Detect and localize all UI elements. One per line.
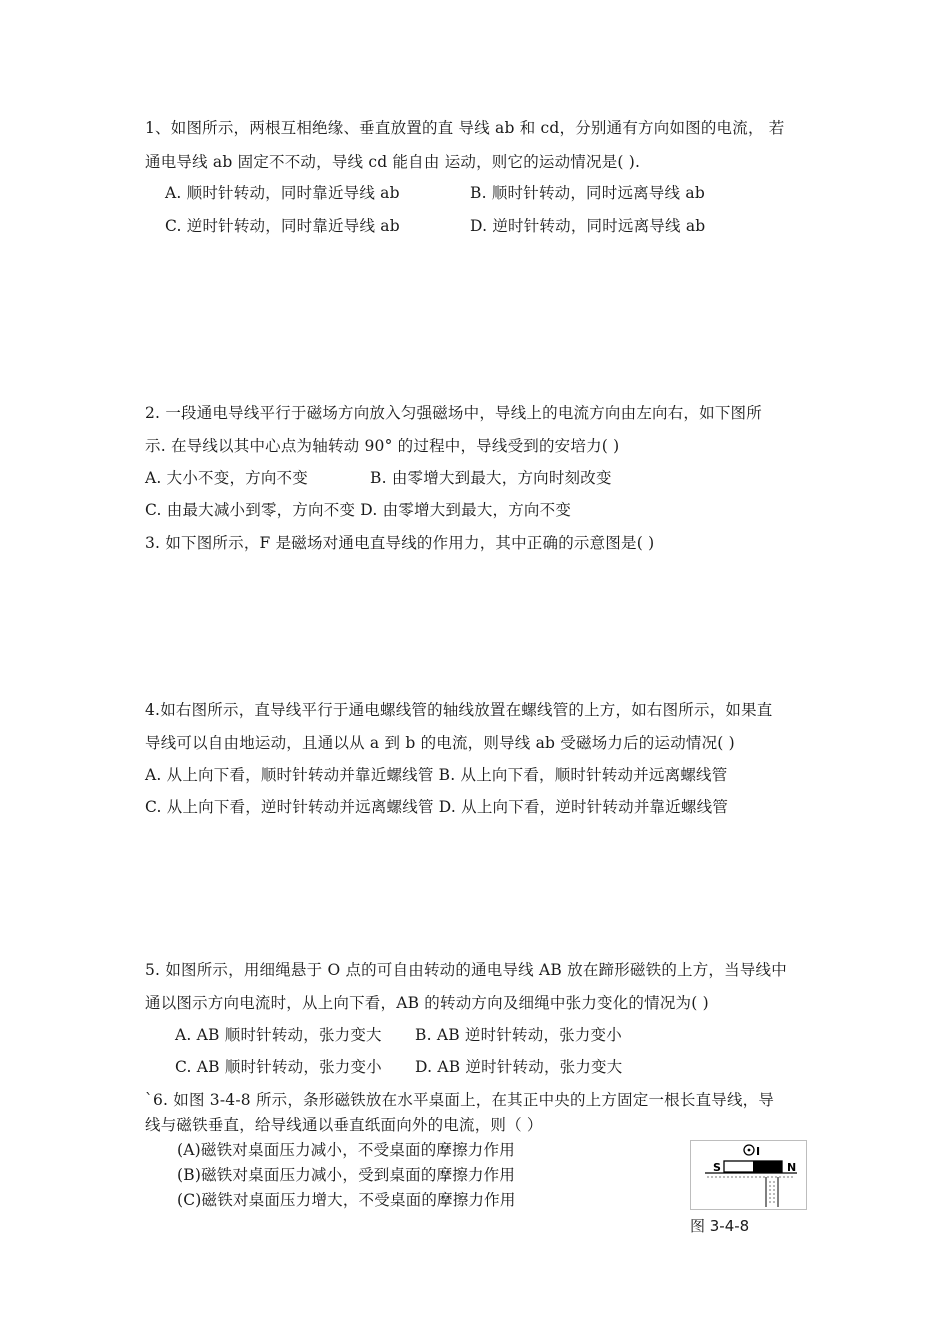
q5-option-a: A. AB 顺时针转动，张力变大 — [175, 1026, 382, 1044]
q5-option-b: B. AB 逆时针转动，张力变小 — [415, 1026, 622, 1044]
q1-option-d: D. 逆时针转动，同时远离导线 ab — [470, 217, 706, 235]
q5-option-d: D. AB 逆时针转动，张力变大 — [415, 1058, 623, 1076]
q1-option-a: A. 顺时针转动，同时靠近导线 ab — [165, 184, 400, 202]
q4-stem-line2: 导线可以自由地运动，且通以从 a 到 b 的电流，则导线 ab 受磁场力后的运动情况( ) — [145, 734, 735, 752]
q5-option-c: C. AB 顺时针转动，张力变小 — [175, 1058, 382, 1076]
current-label: I — [756, 1145, 761, 1158]
q1-option-b: B. 顺时针转动，同时远离导线 ab — [470, 184, 705, 202]
q5-stem-line1: 5. 如图所示，用细绳悬于 O 点的可自由转动的通电导线 AB 放在蹄形磁铁的上方，当导线中 — [145, 961, 787, 979]
q1-option-c: C. 逆时针转动，同时靠近导线 ab — [165, 217, 400, 235]
q4-option-ab: A. 从上向下看，顺时针转动并靠近螺线管 B. 从上向下看，顺时针转动并远离螺线管 — [145, 766, 728, 784]
q6-stem-line2: 线与磁铁垂直，给导线通以垂直纸面向外的电流，则（ ） — [145, 1116, 543, 1134]
q3-stem-line1: 3. 如下图所示，F 是磁场对通电直导线的作用力，其中正确的示意图是( ) — [145, 534, 655, 552]
q6-option-a: (A)磁铁对桌面压力减小，不受桌面的摩擦力作用 — [177, 1141, 515, 1159]
wire-current-dot-icon — [748, 1149, 751, 1152]
figure-caption: 图 3-4-8 — [690, 1217, 750, 1235]
q1-stem-line2: 通电导线 ab 固定不不动，导线 cd 能自由 运动，则它的运动情况是( ). — [145, 153, 641, 171]
q5-stem-line2: 通以图示方向电流时，从上向下看，AB 的转动方向及细绳中张力变化的情况为( ) — [145, 994, 709, 1012]
pole-n-label: N — [787, 1161, 797, 1174]
pole-s-label: S — [713, 1161, 721, 1174]
magnet-n-half — [753, 1161, 782, 1172]
q2-stem-line2: 示. 在导线以其中心点为轴转动 90° 的过程中，导线受到的安培力( ) — [145, 437, 620, 455]
q2-stem-line1: 2. 一段通电导线平行于磁场方向放入匀强磁场中，导线上的电流方向由左向右，如下图所 — [145, 404, 762, 422]
q2-option-a: A. 大小不变，方向不变 — [145, 469, 308, 487]
q2-option-b: B. 由零增大到最大，方向时刻改变 — [370, 469, 612, 487]
figure-3-4-8 — [690, 1140, 807, 1210]
q6-stem-line1: `6. 如图 3-4-8 所示，条形磁铁放在水平桌面上，在其正中央的上方固定一根长直导线，导 — [145, 1091, 775, 1109]
q1-stem-line1: 1、如图所示，两根互相绝缘、垂直放置的直 导线 ab 和 cd，分别通有方向如图的电流， 若 — [145, 119, 785, 137]
q2-option-cd: C. 由最大减小到零，方向不变 D. 由零增大到最大，方向不变 — [145, 501, 572, 519]
q6-option-b: (B)磁铁对桌面压力减小，受到桌面的摩擦力作用 — [177, 1166, 516, 1184]
q4-stem-line1: 4.如右图所示，直导线平行于通电螺线管的轴线放置在螺线管的上方，如右图所示，如果直 — [145, 701, 773, 719]
q4-option-cd: C. 从上向下看，逆时针转动并远离螺线管 D. 从上向下看，逆时针转动并靠近螺线管 — [145, 798, 729, 816]
q6-option-c: (C)磁铁对桌面压力增大，不受桌面的摩擦力作用 — [177, 1191, 516, 1209]
